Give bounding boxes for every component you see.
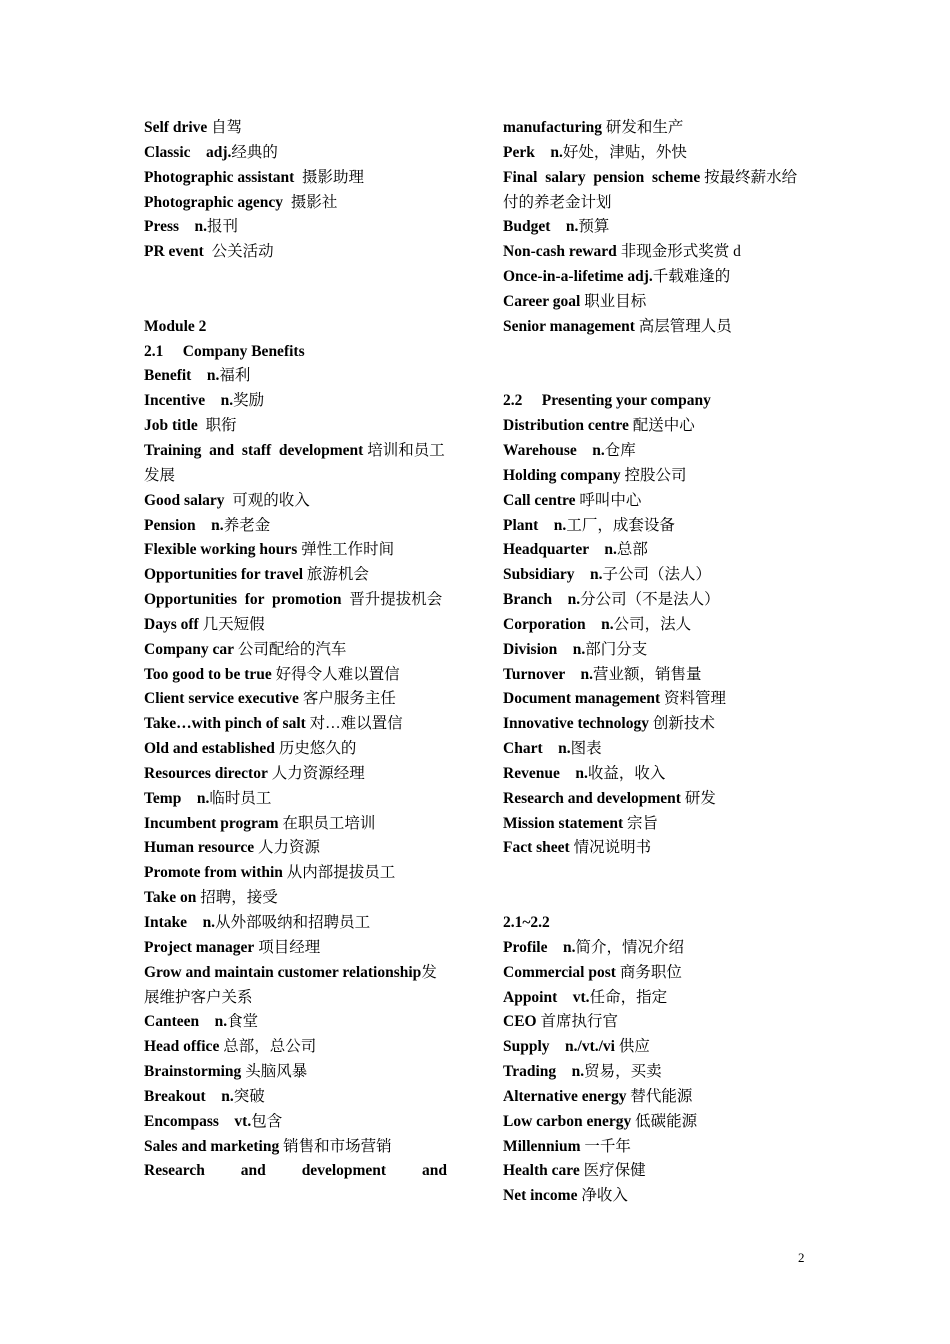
vocab-term: Warehouse n. (503, 441, 605, 459)
blank-line (144, 265, 447, 290)
vocab-entry (503, 240, 806, 265)
vocab-term: Research and development and (144, 1162, 447, 1180)
vocab-definition: 人力资源 (254, 839, 320, 857)
vocab-entry (503, 1110, 806, 1135)
vocab-definition: 弹性工作时间 (297, 541, 395, 559)
vocab-entry (503, 1135, 806, 1160)
vocab-definition: 摄影助理 (294, 168, 365, 186)
vocab-term: Holding company (503, 466, 621, 484)
vocab-definition: 非现金形式奖赏 d (616, 243, 741, 261)
vocab-definition: 经典的 (231, 143, 278, 161)
vocab-entry (503, 116, 806, 141)
vocab-definition: 低碳能源 (631, 1112, 698, 1130)
vocab-entry (144, 364, 447, 389)
vocab-entry (503, 1159, 806, 1184)
vocab-term: Branch n. (503, 591, 581, 609)
vocab-definition: 预算 (578, 218, 610, 236)
vocab-definition: 在职员工培训 (278, 814, 376, 832)
vocab-definition: 培训和员工发展 (144, 441, 445, 484)
vocab-term: Temp n. (144, 789, 210, 807)
vocab-entry (144, 638, 447, 663)
vocab-entry (503, 812, 806, 837)
vocab-entry (144, 663, 447, 688)
vocab-definition: 公关活动 (203, 243, 274, 261)
vocab-definition: 职业目标 (580, 292, 647, 310)
vocab-entry (503, 514, 806, 539)
vocab-entry (144, 712, 447, 737)
vocab-term: Research and development (503, 789, 681, 807)
vocab-definition: 发展维护客户关系 (144, 963, 437, 1006)
vocab-definition: 呼叫中心 (575, 491, 642, 509)
vocab-term: Revenue n. (503, 764, 588, 782)
vocab-term: Commercial post (503, 963, 616, 981)
vocab-term: Chart n. (503, 740, 571, 758)
vocab-entry (503, 265, 806, 290)
vocab-definition: 报刊 (207, 218, 239, 236)
vocab-term: Brainstorming (144, 1063, 242, 1081)
vocab-definition: 替代能源 (626, 1087, 693, 1105)
vocab-definition: 子公司（法人） (602, 566, 712, 584)
left-column (144, 116, 447, 1184)
vocab-term: Module 2 (144, 317, 207, 335)
vocab-definition: 宗旨 (623, 814, 659, 832)
vocab-definition: 自驾 (207, 119, 243, 136)
vocab-entry (144, 1035, 447, 1060)
vocab-definition: 摄影社 (283, 193, 338, 211)
vocab-term: Good salary (144, 491, 225, 509)
right-column (503, 116, 806, 1209)
vocab-entry (144, 489, 447, 514)
blank-line (144, 290, 447, 315)
vocab-term: Appoint vt. (503, 988, 590, 1006)
vocab-entry (144, 1159, 447, 1184)
vocab-term: Trading n. (503, 1063, 585, 1081)
vocab-definition: 职衔 (197, 417, 237, 435)
vocab-definition: 人力资源经理 (267, 764, 365, 782)
vocab-definition: 贸易，买卖 (584, 1063, 662, 1081)
vocab-definition: 千载难逢的 (652, 268, 731, 286)
vocab-term: Incentive n. (144, 392, 234, 410)
vocab-term: 2.1~2.2 (503, 914, 550, 931)
vocab-entry (144, 1010, 447, 1035)
vocab-entry (144, 886, 447, 911)
vocab-definition: 任命，指定 (589, 988, 668, 1006)
vocab-definition: 几天短假 (198, 615, 265, 633)
vocab-term: Classic adj. (144, 143, 232, 161)
vocab-entry (144, 613, 447, 638)
vocab-definition: 商务职位 (615, 963, 682, 981)
vocab-definition: 总部 (616, 541, 648, 559)
vocab-definition: 晋升提拔机会 (341, 591, 443, 609)
vocab-term: Company car (144, 640, 234, 658)
vocab-definition: 情况说明书 (569, 839, 652, 857)
vocab-definition: 高层管理人员 (634, 317, 732, 335)
vocab-entry (503, 1035, 806, 1060)
vocab-term: Pension n. (144, 516, 224, 534)
vocab-term: Head office (144, 1038, 220, 1056)
vocab-definition: 研发和生产 (602, 119, 684, 136)
vocab-entry (144, 563, 447, 588)
vocab-term: Subsidiary n. (503, 566, 603, 584)
vocab-term: Project manager (144, 938, 255, 956)
vocab-definition: 资料管理 (660, 690, 727, 708)
vocab-term: Opportunities for travel (144, 566, 304, 584)
vocab-entry (503, 166, 806, 216)
vocab-term: Mission statement (503, 814, 624, 832)
vocab-definition: 从内部提拔员工 (282, 864, 396, 882)
vocab-entry (144, 1110, 447, 1135)
vocab-entry (503, 787, 806, 812)
vocab-term: Old and established (144, 740, 275, 758)
vocab-entry (144, 1085, 447, 1110)
vocab-term: Take…with pinch of salt (144, 715, 306, 733)
vocab-definition: 包含 (251, 1112, 283, 1130)
vocab-entry (144, 340, 447, 365)
vocab-entry (503, 1184, 806, 1209)
vocab-term: Too good to be true (144, 665, 272, 683)
vocab-definition: 收益，收入 (587, 764, 666, 782)
vocab-definition: 突破 (233, 1087, 265, 1105)
vocab-entry (503, 911, 806, 936)
vocab-term: Perk n. (503, 143, 563, 161)
vocab-entry (503, 414, 806, 439)
vocab-term: 2.1 Company Benefits (144, 342, 305, 360)
vocab-definition: 头脑风暴 (241, 1063, 308, 1081)
vocab-definition: 控股公司 (620, 466, 687, 484)
vocab-term: Corporation n. (503, 615, 614, 633)
vocab-term: Training and staff development (144, 441, 364, 459)
vocab-term: Senior management (503, 317, 635, 335)
vocab-entry (144, 215, 447, 240)
vocab-entry (503, 389, 806, 414)
vocab-definition: 工厂，成套设备 (566, 516, 675, 534)
vocab-entry (144, 240, 447, 265)
vocab-entry (503, 836, 806, 861)
vocab-definition: 招聘，接受 (196, 889, 278, 907)
vocab-definition: 好处，津贴，外快 (562, 143, 687, 161)
vocab-term: Promote from within (144, 864, 283, 882)
vocab-definition: 项目经理 (254, 938, 321, 956)
vocab-definition: 销售和市场营销 (279, 1137, 392, 1155)
vocab-definition: 分公司（不是法人） (580, 591, 720, 609)
vocab-entry (144, 588, 447, 613)
vocab-definition: 简介，情况介绍 (575, 938, 684, 956)
vocab-definition: 旅游机会 (303, 566, 369, 584)
vocab-definition: 营业额，销售量 (593, 665, 702, 683)
vocab-entry (144, 514, 447, 539)
vocab-term: Health care (503, 1162, 580, 1180)
vocab-entry (144, 191, 447, 216)
vocab-definition: 从外部吸纳和招聘员工 (215, 914, 371, 931)
vocab-entry (144, 762, 447, 787)
vocab-entry (503, 563, 806, 588)
vocab-term: Client service executive (144, 690, 299, 708)
vocab-term: Profile n. (503, 938, 576, 956)
vocab-definition: 创新技术 (648, 715, 715, 733)
vocab-term: Human resource (144, 839, 255, 857)
vocab-definition: 图表 (570, 740, 602, 758)
vocab-entry (144, 315, 447, 340)
vocab-entry (144, 166, 447, 191)
vocab-term: CEO (503, 1013, 537, 1031)
vocab-entry (144, 687, 447, 712)
blank-line (503, 340, 806, 365)
vocab-definition: 历史悠久的 (274, 740, 357, 758)
vocab-term: Self drive (144, 119, 208, 136)
vocab-entry (503, 439, 806, 464)
vocab-term: Call centre (503, 491, 576, 509)
vocab-term: Flexible working hours (144, 541, 298, 559)
vocab-definition: 对…难以置信 (305, 715, 403, 733)
vocab-term: Press n. (144, 218, 208, 236)
vocab-term: Days off (144, 615, 199, 633)
vocab-term: Innovative technology (503, 715, 649, 733)
vocab-term: Incumbent program (144, 814, 279, 832)
vocab-entry (503, 712, 806, 737)
vocab-entry (144, 836, 447, 861)
vocab-definition: 一千年 (580, 1137, 631, 1155)
vocab-definition: 公司，法人 (613, 615, 692, 633)
vocab-entry (503, 762, 806, 787)
vocab-term: Career goal (503, 292, 581, 310)
vocab-term: Non-cash reward (503, 243, 617, 261)
vocab-entry (144, 787, 447, 812)
vocab-entry (503, 1060, 806, 1085)
vocab-term: Distribution centre (503, 417, 629, 435)
vocab-entry (144, 1060, 447, 1085)
blank-line (503, 364, 806, 389)
vocab-term: PR event (144, 243, 204, 261)
vocab-entry (503, 464, 806, 489)
vocab-term: Opportunities for promotion (144, 591, 342, 609)
vocab-entry (144, 1135, 447, 1160)
vocab-term: Take on (144, 889, 197, 907)
vocab-entry (144, 116, 447, 141)
vocab-entry (144, 538, 447, 563)
vocab-term: Breakout n. (144, 1087, 234, 1105)
vocab-definition: 仓库 (604, 441, 636, 459)
vocab-term: Benefit n. (144, 367, 220, 385)
vocab-term: Division n. (503, 640, 586, 658)
blank-line (503, 886, 806, 911)
vocab-entry (503, 687, 806, 712)
vocab-entry (503, 1085, 806, 1110)
vocab-term: manufacturing (503, 119, 603, 136)
vocab-definition: 供应 (615, 1038, 650, 1056)
vocab-entry (503, 315, 806, 340)
vocab-definition: 研发 (680, 789, 716, 807)
vocab-term: Headquarter n. (503, 541, 617, 559)
vocab-entry (144, 414, 447, 439)
vocab-term: Millennium (503, 1137, 581, 1155)
vocab-definition: 客户服务主任 (298, 690, 396, 708)
vocab-term: Canteen n. (144, 1013, 228, 1031)
vocab-entry (503, 638, 806, 663)
vocab-entry (144, 812, 447, 837)
vocab-term: Fact sheet (503, 839, 570, 857)
vocab-entry (144, 439, 447, 489)
vocab-entry (503, 737, 806, 762)
vocab-term: Supply n./vt./vi (503, 1038, 615, 1056)
vocab-definition: 奖励 (233, 392, 265, 410)
vocab-term: Intake n. (144, 914, 216, 931)
vocab-definition: 好得令人难以置信 (271, 665, 400, 683)
vocab-definition: 养老金 (223, 516, 271, 534)
vocab-entry (144, 936, 447, 961)
vocab-term: Budget n. (503, 218, 579, 236)
vocab-term: Encompass vt. (144, 1112, 252, 1130)
vocab-entry (503, 215, 806, 240)
vocab-entry (144, 141, 447, 166)
vocab-definition: 福利 (219, 367, 251, 385)
vocab-entry (144, 389, 447, 414)
vocab-entry (503, 290, 806, 315)
vocab-definition: 食堂 (227, 1013, 259, 1031)
vocab-entry (503, 936, 806, 961)
vocab-term: Photographic assistant (144, 168, 295, 186)
vocab-term: Alternative energy (503, 1087, 627, 1105)
vocab-term: Turnover n. (503, 665, 594, 683)
vocab-definition: 总部，总公司 (219, 1038, 317, 1056)
vocab-entry (503, 613, 806, 638)
vocab-definition: 首席执行官 (536, 1013, 618, 1031)
vocab-entry (144, 861, 447, 886)
vocab-term: Final salary pension scheme (503, 168, 701, 186)
vocab-entry (503, 141, 806, 166)
vocab-entry (503, 588, 806, 613)
vocab-definition: 医疗保健 (579, 1162, 646, 1180)
vocab-term: Low carbon energy (503, 1112, 632, 1130)
vocab-term: 2.2 Presenting your company (503, 392, 711, 410)
vocab-term: Resources director (144, 764, 268, 782)
vocab-term: Photographic agency (144, 193, 284, 211)
vocab-entry (503, 663, 806, 688)
vocab-entry (144, 737, 447, 762)
vocab-definition: 配送中心 (628, 417, 695, 435)
vocab-term: Plant n. (503, 516, 567, 534)
vocab-definition: 按最终薪水给付的养老金计划 (503, 168, 798, 211)
vocab-definition: 公司配给的汽车 (233, 640, 347, 658)
blank-line (503, 861, 806, 886)
vocab-entry (144, 911, 447, 936)
vocab-entry (503, 986, 806, 1011)
vocab-term: Once-in-a-lifetime adj. (503, 268, 653, 286)
vocab-entry (503, 961, 806, 986)
vocab-term: Document management (503, 690, 661, 708)
vocab-definition: 净收入 (577, 1187, 628, 1205)
vocab-term: Sales and marketing (144, 1137, 280, 1155)
vocab-definition: 可观的收入 (224, 491, 310, 509)
vocab-entry (144, 961, 447, 1011)
vocab-definition: 部门分支 (585, 640, 648, 658)
vocab-definition: 临时员工 (209, 789, 272, 807)
vocab-entry (503, 1010, 806, 1035)
vocab-term: Net income (503, 1187, 578, 1205)
vocab-term: Job title (144, 417, 198, 435)
vocab-term: Grow and maintain customer relationship (144, 963, 422, 981)
page-number: 2 (798, 1250, 805, 1265)
vocab-entry (503, 489, 806, 514)
vocab-entry (503, 538, 806, 563)
